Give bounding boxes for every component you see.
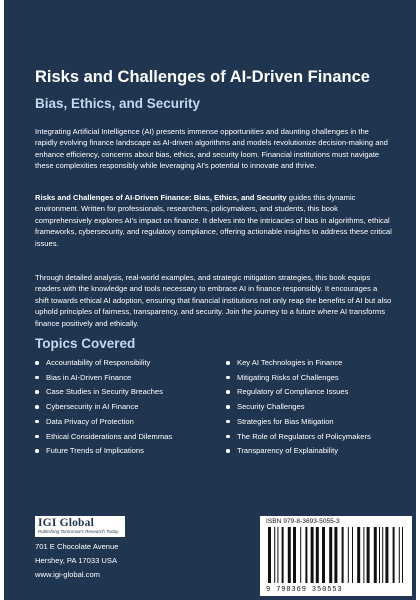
isbn-barcode-box [260, 516, 412, 596]
topic-item: Bias in AI-Driven Finance [35, 371, 225, 386]
description-paragraph-1: Integrating Artificial Intelligence (AI) presents immense opportunities and daunting challenges in the rapidly evolving finance landscape as AI-driven algorithms and models revolutionize decision-making and enhance efficiency, concerns about bias, ethics, and security loom. Financial institutions must navigate these complexities responsibly while leveraging AI's potential to innovate and thrive. [35, 127, 388, 171]
topics-list-left [35, 356, 225, 459]
barcode-bar [379, 527, 380, 583]
book-title: Risks and Challenges of AI-Driven Finance [35, 68, 370, 86]
description-paragraph-3: Through detailed analysis, real-world examples, and strategic mitigation strategies, this book equips readers with the knowledge and tools necessary to embrace AI in finance responsibly. It encourages a shift towards ethical AI adoption, ensuring that financial institutions not only reap the benefits of AI but also uphold principles of fairness, transparency, and security. Join the journey to a future where AI transforms finance positively and ethically. [35, 273, 392, 328]
barcode-bar [300, 527, 301, 583]
back-cover [4, 0, 416, 600]
book-subtitle: Bias, Ethics, and Security [35, 96, 201, 111]
topic-item: Accountability of Responsibility [35, 356, 225, 371]
barcode-digits: 9 798369 350553 [266, 586, 343, 594]
barcode-bar [277, 527, 278, 583]
publisher-logo-name: IGI Global [38, 517, 95, 529]
isbn-label: ISBN 979-8-3693-5055-3 [266, 518, 340, 525]
topic-item: Data Privacy of Protection [35, 415, 225, 430]
topic-item: Regulatory of Compliance Issues [226, 385, 411, 400]
barcode-bar [348, 527, 349, 583]
barcode-bar [393, 527, 395, 583]
barcode-bar [329, 527, 332, 583]
topic-item: Strategies for Bias Mitigation [226, 415, 411, 430]
topic-item: Case Studies in Security Breaches [35, 385, 225, 400]
topics-list-right [226, 356, 411, 459]
barcode-bar [385, 527, 388, 583]
publisher-address-street: 701 E Chocolate Avenue [35, 542, 119, 551]
barcode-bar [367, 527, 370, 583]
topic-item: Transparency of Explainability [226, 444, 411, 459]
barcode-bar [342, 527, 344, 583]
topics-heading: Topics Covered [35, 336, 136, 351]
barcode-bar [363, 527, 364, 583]
barcode-bar [382, 527, 383, 583]
book-title-inline: Risks and Challenges of AI-Driven Finance: Bias, Ethics, and Security [35, 193, 287, 202]
barcode-bar [274, 527, 275, 583]
publisher-logo-tagline: Publishing Tomorrow's Research Today [38, 529, 119, 534]
barcode-bar [334, 527, 337, 583]
barcode-bar [268, 527, 271, 583]
publisher-website: www.igi-global.com [35, 570, 100, 579]
topic-item: Cybersecurity in AI Finance [35, 400, 225, 415]
topic-item: Mitigating Risks of Challenges [226, 371, 411, 386]
barcode-bar [357, 527, 360, 583]
barcode-bar [316, 527, 319, 583]
barcode-bar [305, 527, 307, 583]
barcode-bar [352, 527, 353, 583]
barcode-icon [266, 527, 406, 585]
topic-item: Ethical Considerations and Dilemmas [35, 430, 225, 445]
topic-item: Key AI Technologies in Finance [226, 356, 411, 371]
publisher-address-city: Hershey, PA 17033 USA [35, 556, 118, 565]
barcode-bar [288, 527, 291, 583]
barcode-bar [402, 527, 403, 583]
barcode-bar [293, 527, 296, 583]
description-paragraph-2 [35, 192, 393, 249]
topic-item: Future Trends of Implications [35, 444, 225, 459]
topic-item: Security Challenges [226, 400, 411, 415]
barcode-bar [282, 527, 284, 583]
topic-item: The Role of Regulators of Policymakers [226, 430, 411, 445]
description-paragraph-2-text: guides this dynamic environment. Written for professionals, researchers, policymakers, and students, this book comprehensively explores AI's impact on finance. It delves into the intricacies of bias in algorithms, ethical frameworks, cybersecurity, and regulatory compliance, offering actionable insights to address these critical issues. [35, 193, 392, 248]
barcode-bar [311, 527, 314, 583]
barcode-bar [374, 527, 377, 583]
barcode-bar [322, 527, 325, 583]
publisher-logo [35, 516, 125, 537]
barcode-bar [399, 527, 400, 583]
